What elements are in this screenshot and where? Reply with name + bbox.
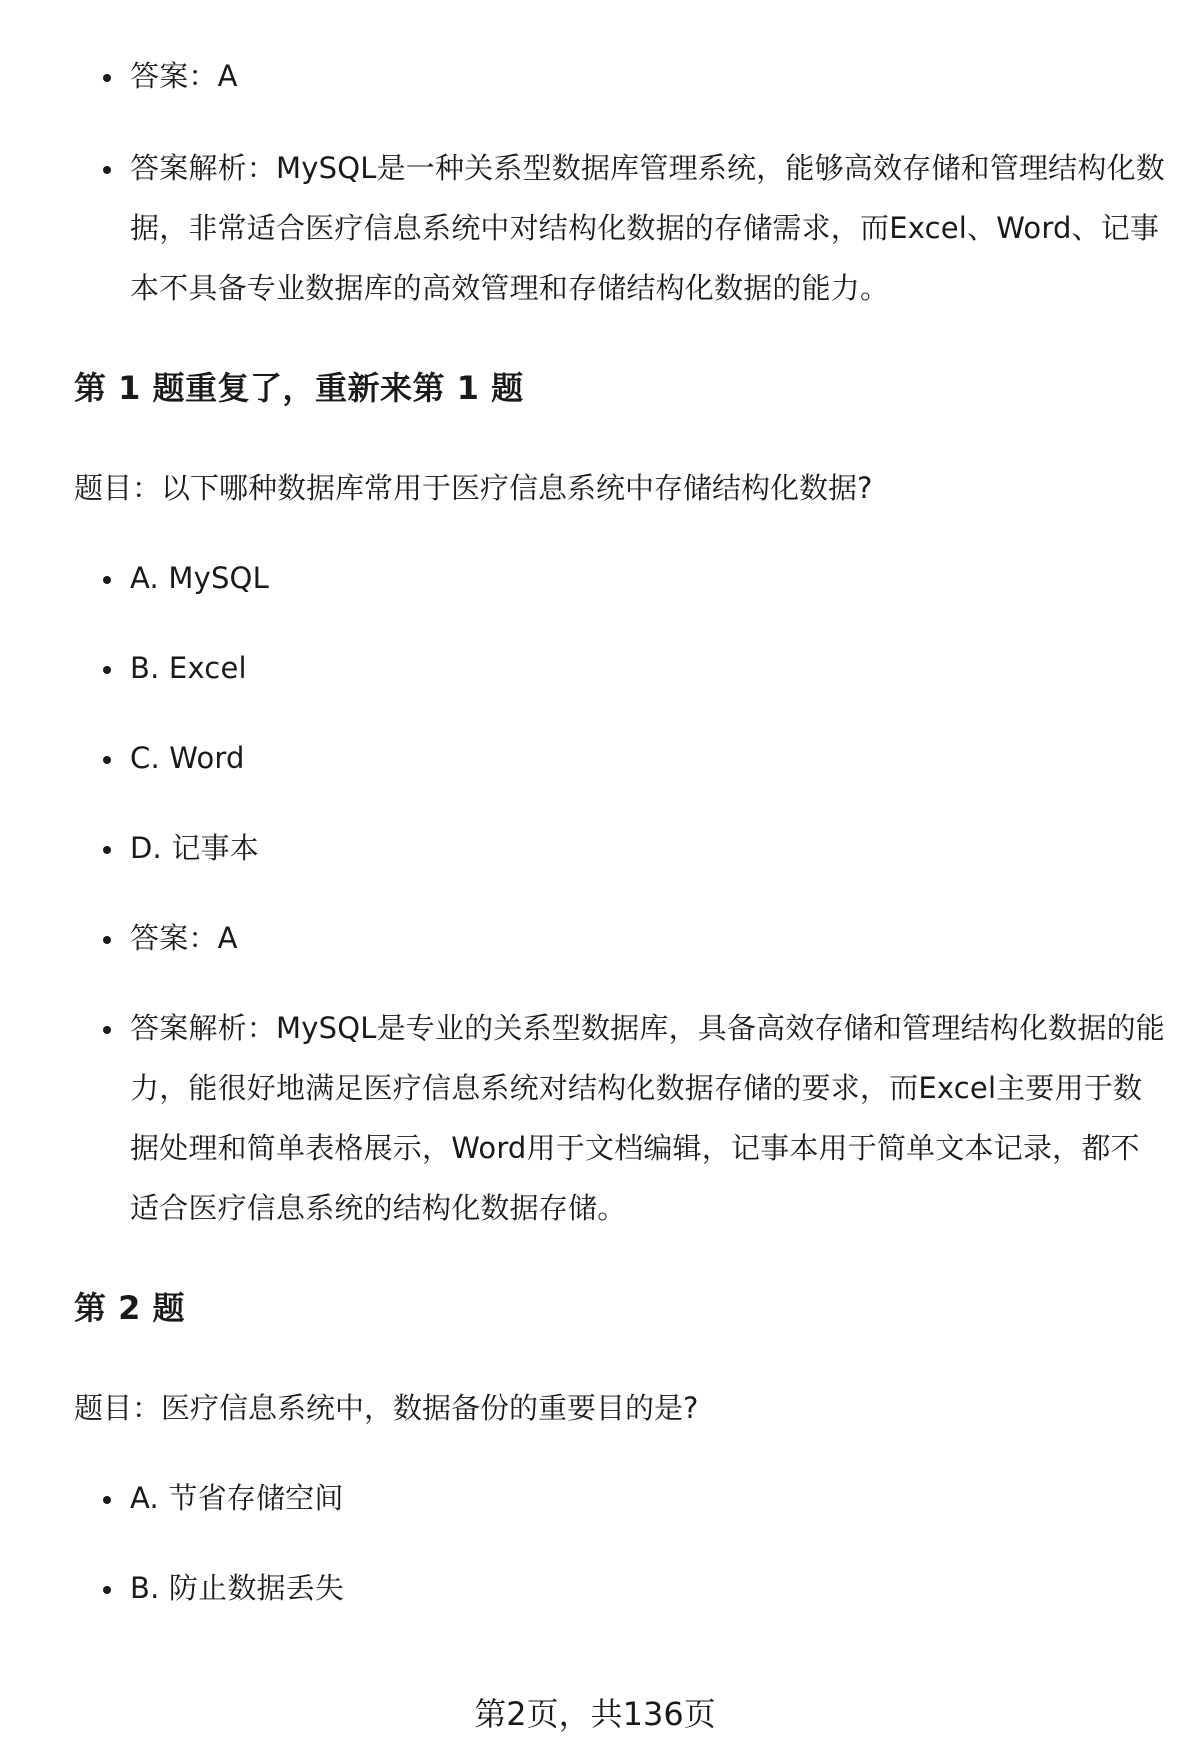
explanation-item: 答案解析：MySQL是一种关系型数据库管理系统，能够高效存储和管理结构化数据，非常适合医疗信息系统中对结构化数据的存储需求，而Excel、Word、记事本不具备专业数据库的高效管理和存储结构化数据的能力。 bbox=[130, 138, 1165, 318]
question-1-heading: 第 1 题重复了，重新来第 1 题 bbox=[74, 369, 524, 407]
explanation-item: 答案解析：MySQL是专业的关系型数据库，具备高效存储和管理结构化数据的能力，能很好地满足医疗信息系统对结构化数据存储的要求，而Excel主要用于数据处理和简单表格展示，Word用于文档编辑，记事本用于简单文本记录，都不适合医疗信息系统的结构化数据存储。 bbox=[130, 998, 1165, 1238]
question-2-text: 题目：医疗信息系统中，数据备份的重要目的是? bbox=[74, 1391, 699, 1425]
option-a: A. 节省存储空间 bbox=[130, 1468, 1165, 1528]
question-2-heading: 第 2 题 bbox=[74, 1289, 186, 1327]
answer-item: 答案：A bbox=[130, 908, 1165, 968]
option-a: A. MySQL bbox=[130, 548, 1165, 608]
page-number: 第2页，共136页 bbox=[474, 1695, 716, 1733]
option-b: B. Excel bbox=[130, 638, 1165, 698]
question-1-text: 题目：以下哪种数据库常用于医疗信息系统中存储结构化数据? bbox=[74, 471, 873, 505]
option-b: B. 防止数据丢失 bbox=[130, 1558, 1165, 1618]
option-d: D. 记事本 bbox=[130, 818, 1165, 878]
answer-item: 答案：A bbox=[130, 46, 1165, 106]
option-c: C. Word bbox=[130, 728, 1165, 788]
